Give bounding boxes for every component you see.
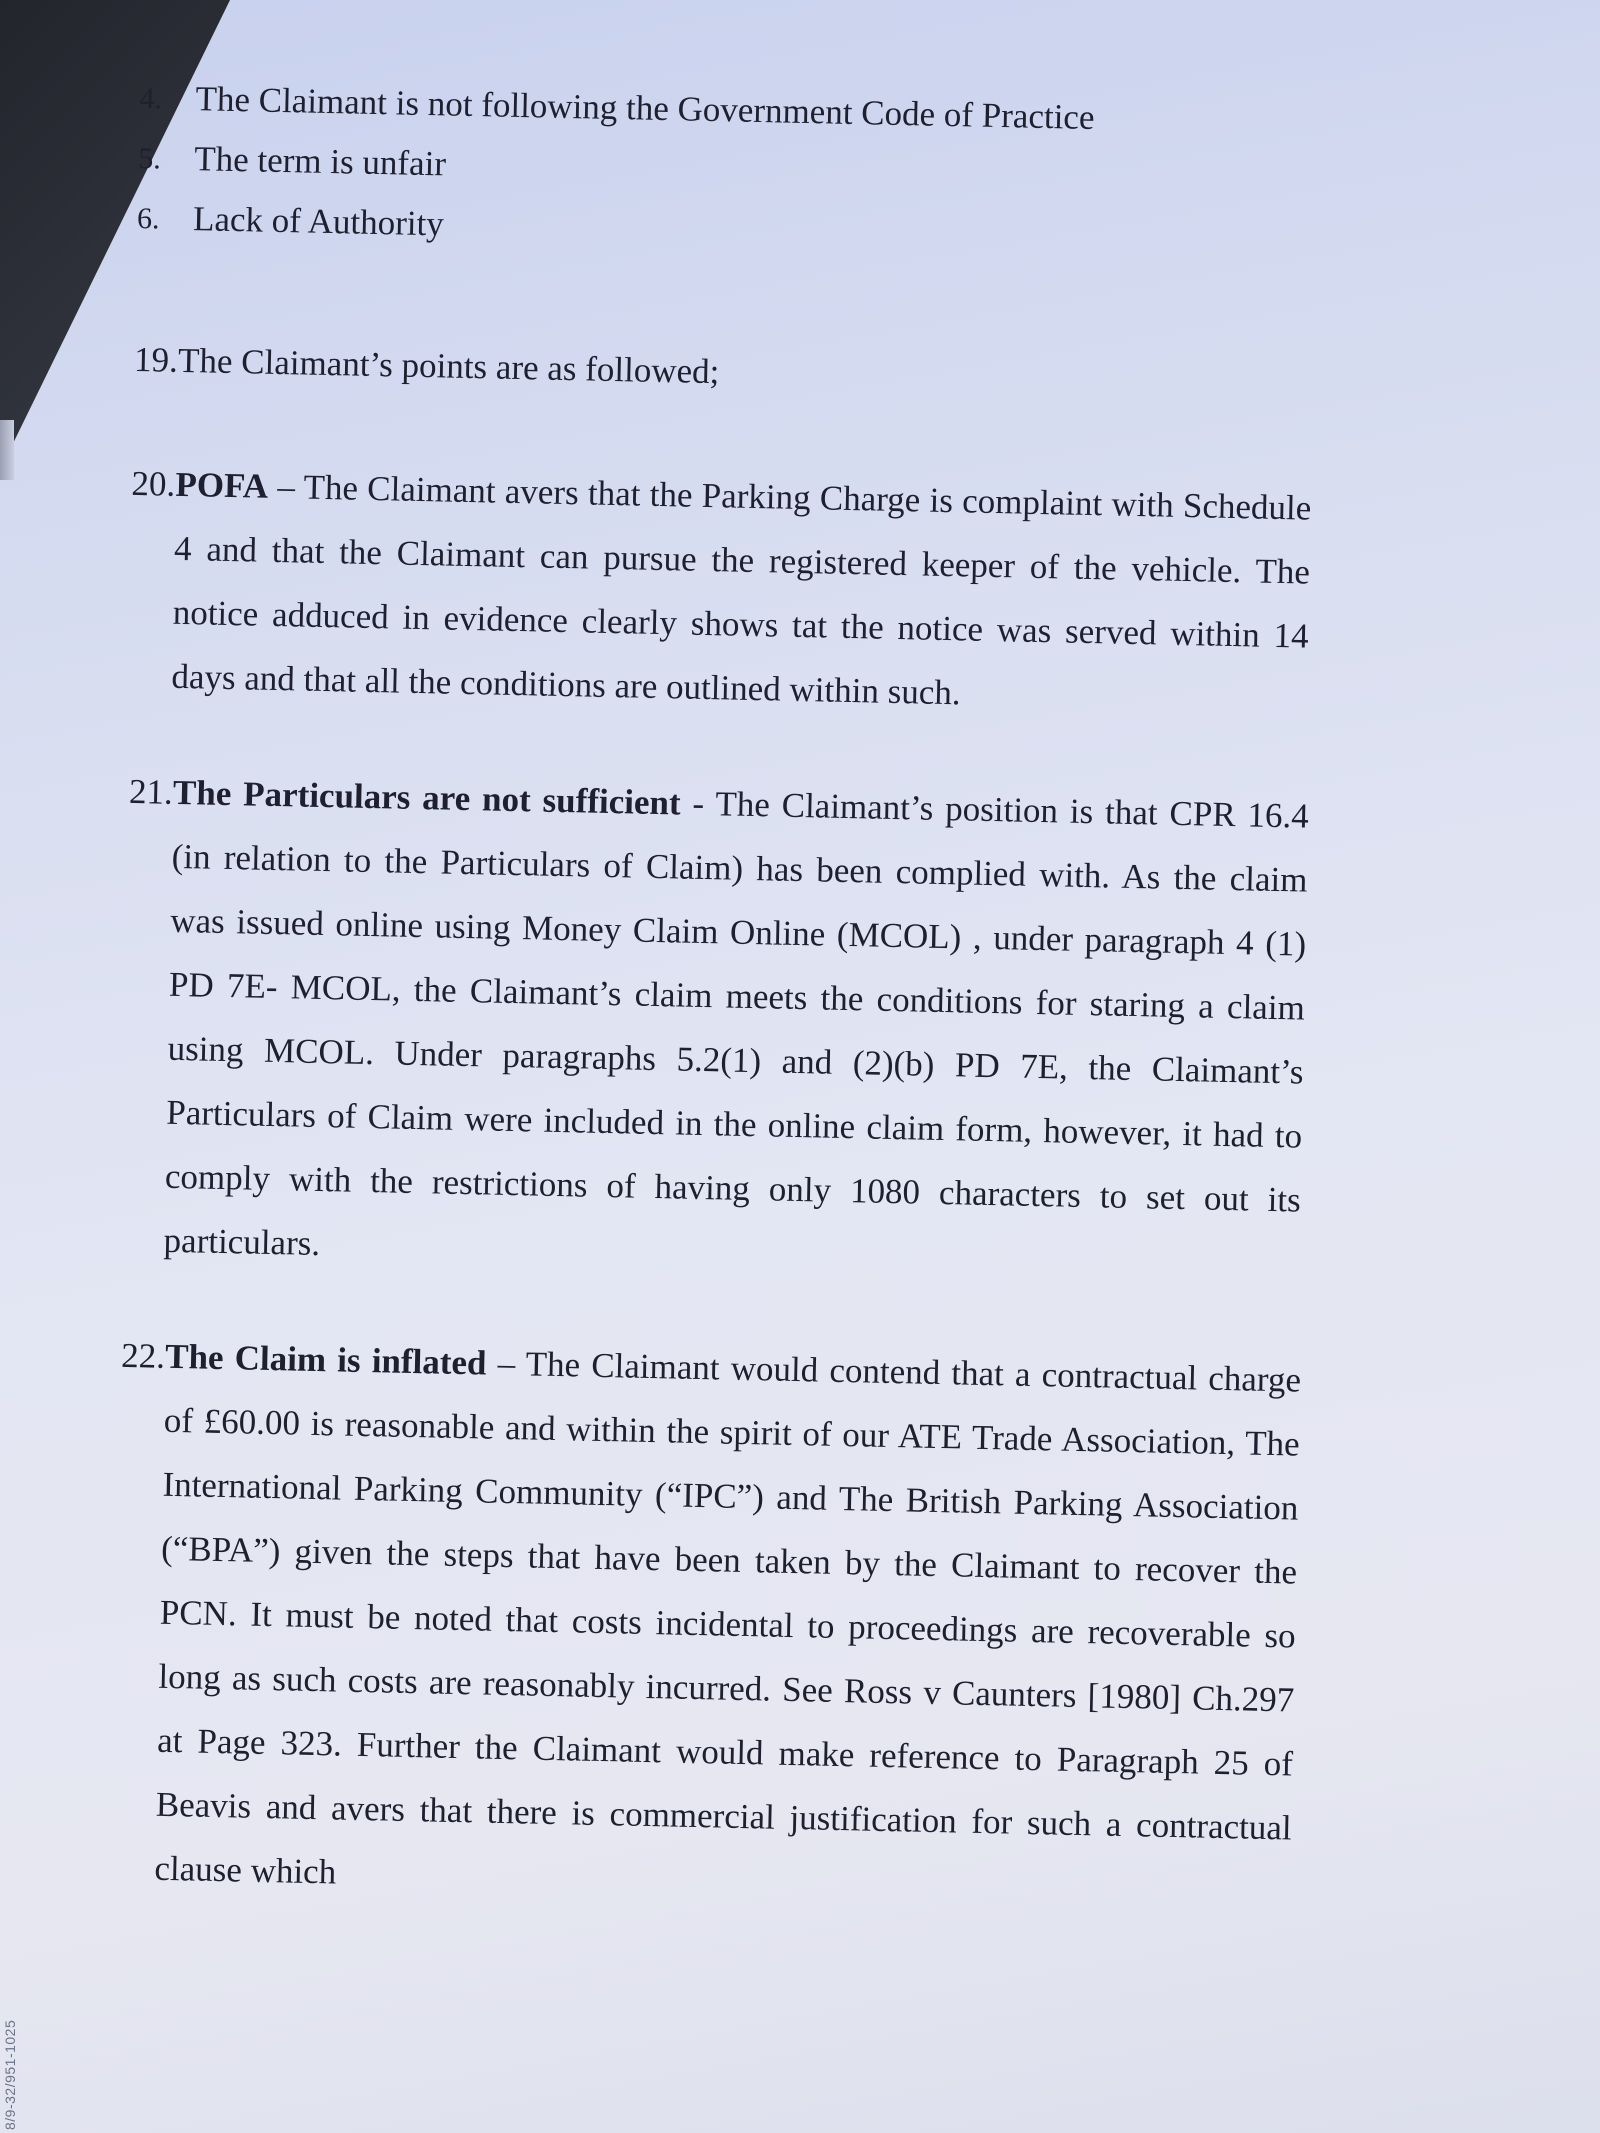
- heading-separator: –: [486, 1343, 527, 1384]
- document-body: [102, 78, 1320, 1924]
- paragraph-body: [171, 453, 1312, 733]
- sub-list: [136, 78, 1320, 283]
- list-item-text: Lack of Authority: [192, 199, 445, 244]
- paragraph-body: [154, 1325, 1302, 1925]
- paragraph-text: The Claimant would contend that a contractual charge of £60.00 is reasonable and within the spirit of our ATE Trade Association, The International Parking Community (“IPC”) and The British Parking Association (“BPA”) given the steps that have been taken by the Claimant to recover the PCN. It must be noted that costs incidental to proceedings are recoverable so long as such costs are reasonably incurred. See Ross v Caunters [1980] Ch.297 at Page 323. Further the Claimant would make reference to Paragraph 25 of Beavis and avers that there is commercial justification for such a contractual clause which: [154, 1344, 1302, 1892]
- paragraph-body: [163, 761, 1309, 1297]
- edge-reference-number: 8/9-32/951-1025: [2, 2019, 18, 2130]
- paragraph-heading: The Claim is inflated: [164, 1336, 487, 1383]
- heading-separator: -: [680, 783, 716, 824]
- list-item-number: 4.: [139, 81, 163, 116]
- paragraph-number: 19.: [133, 339, 179, 380]
- paragraph-number: 20.: [131, 463, 176, 504]
- paragraph-21: [119, 760, 1309, 1297]
- paragraph-number: 22.: [120, 1335, 166, 1376]
- list-item-number: 5.: [137, 141, 162, 176]
- page-edge: [0, 420, 14, 480]
- list-item-text: The term is unfair: [193, 139, 447, 184]
- paragraph-19: [133, 328, 1314, 417]
- paragraph-text: The Claimant avers that the Parking Charge is complaint with Schedule 4 and that the Claimant can pursue the registered keeper of the vehicle. The notice adduced in evidence clearly shows tat the notice was served within 14 days and that all the conditions are outlined within such.: [171, 467, 1312, 713]
- paragraph-text: The Claimant’s points are as followed;: [177, 340, 720, 392]
- paragraph-text: The Claimant’s position is that CPR 16.4 (in relation to the Particulars of Claim) has been complied with. As the claim was issued online using Money Claim Online (MCOL) , under paragraph 4 (1) PD 7E- MCOL, the Claimant’s claim meets the conditions for staring a claim using MCOL. Under paragraphs 5.2(1) and (2)(b) PD 7E, the Claimant’s Particulars of Claim were included in the online claim form, however, it had to comply with the restrictions of having only 1080 characters to set out its particulars.: [163, 784, 1310, 1264]
- paragraph-20: [127, 452, 1312, 733]
- heading-separator: –: [267, 466, 305, 507]
- list-item-text: The Claimant is not following the Government Code of Practice: [195, 79, 1095, 137]
- paragraph-heading: The Particulars are not sufficient: [172, 772, 682, 823]
- paragraph-22: [110, 1324, 1302, 1925]
- paragraph-heading: POFA: [175, 464, 269, 506]
- paragraph-number: 21.: [128, 771, 174, 812]
- list-item-number: 6.: [136, 201, 160, 236]
